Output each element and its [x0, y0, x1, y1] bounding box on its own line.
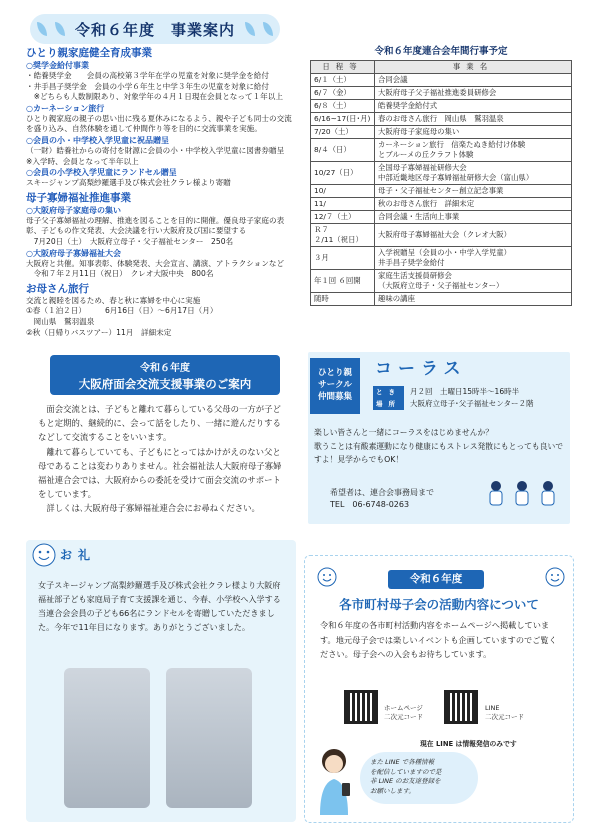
- subsection-title: ○会員の小学校入学児童にランドセル贈呈: [26, 168, 177, 178]
- exchange-support-banner: [50, 355, 280, 395]
- schedule-event: 合同会議・生活向上事業: [375, 211, 572, 224]
- subsection-title: ○大阪府母子家庭母の集い: [26, 205, 121, 215]
- schedule-date: 随時: [311, 293, 375, 306]
- schedule-event: 皓養奨学金給付式: [375, 100, 572, 113]
- leaf-icon: [245, 22, 255, 36]
- schedule-date: ３月: [311, 247, 375, 270]
- thanks-title: お礼: [60, 548, 97, 562]
- smile-icon: [545, 567, 565, 587]
- banner-year: 令和６年度: [140, 363, 190, 374]
- schedule-date: 7/20（土）: [311, 126, 375, 139]
- schedule-event: 大阪府母子家庭母の集い: [375, 126, 572, 139]
- schedule-date: 10/27（日）: [311, 162, 375, 185]
- schedule-date: 10/: [311, 185, 375, 198]
- schedule-event: 母子・父子福祉センター創立記念事業: [375, 185, 572, 198]
- smile-icon: [32, 543, 56, 567]
- table-row: [311, 162, 572, 185]
- schedule-date: 11/: [311, 198, 375, 211]
- section-title: ひとり親家庭健全育成事業: [26, 47, 152, 59]
- leaf-icon: [37, 22, 47, 36]
- woman-with-phone-icon: [312, 745, 358, 815]
- subsection-title: ○大阪府母子寡婦福祉大会: [26, 248, 121, 258]
- table-row: [311, 139, 572, 162]
- schedule-date: 6/１（土）: [311, 74, 375, 87]
- table-row: [311, 247, 572, 270]
- thanks-text: 女子スキージャンプ高梨紗羅選手及び株式会社クラレ様より大阪府福祉部子ども家庭局子育て支援課を通じ、今春、小学校へ入学する当連合会会員の子ども66名にランドセルを寄贈していただきました。今年で11年目になります。ありがとうございました。: [38, 580, 281, 632]
- leaf-icon: [55, 22, 65, 36]
- banner-title: 大阪府面会交流支援事業のご案内: [78, 377, 252, 391]
- schedule-date: Ｒ７ ２/11（祝日）: [311, 224, 375, 247]
- qr-label-homepage: ホームページ 二次元コード: [384, 704, 423, 721]
- page-title: 令和６年度 事業案内: [74, 20, 235, 39]
- smile-icon: [317, 567, 337, 587]
- table-row: [311, 87, 572, 100]
- table-row: [311, 293, 572, 306]
- chorus-where: 大阪府立母子･父子福祉センター２階: [410, 399, 534, 408]
- subsection-title: ○会員の小・中学校入学児童に祝品贈呈: [26, 135, 169, 145]
- when-tag: とき: [373, 386, 404, 398]
- table-row: [311, 211, 572, 224]
- section-title: 母子寡婦福祉推進事業: [26, 191, 131, 204]
- schedule-event: 春のお母さん旅行 岡山県 鷲羽温泉: [375, 113, 572, 126]
- line-speech-bubble: また LINE で各種情報 を配信していますので是 非 LINE のお友達登録を お願いします。: [360, 752, 478, 804]
- table-row: [311, 270, 572, 293]
- subsection-text: （一財）皓養社からの寄付を財源に会員の小・中学校入学児童に図書券贈呈 ※入学時、会員となって半年以上: [26, 145, 285, 166]
- schedule-date: 8/４（日）: [311, 139, 375, 162]
- schedule-date: 12/７（土）: [311, 211, 375, 224]
- singer-icon: [512, 480, 532, 508]
- chorus-text: 楽しい皆さんと一緒にコーラスをはじめませんか？ 歌うことは有酸素運動になり健康にもストレス発散にもとっても良いですよ！見学からでもOK！: [314, 428, 564, 464]
- subsection-text: ・皓養奨学金 会員の高校第３学年在学の児童を対象に奨学金を給付 ・井手昌子奨学金 会員の小学６年生と中学３年生の児童を対象に給付 ※どちらも人数制限あり、対象学年の４月１日現在会員となって１年以上: [26, 71, 283, 102]
- page-header: [30, 14, 280, 44]
- chorus-info: [373, 386, 533, 410]
- subsection-text: 大阪府と共催。知事表彰、体験発表、大会宣言、講演、アトラクションなど 令和７年２月11日（祝日） クレオ大阪中央 800名: [26, 258, 285, 279]
- table-row: [311, 126, 572, 139]
- schedule-event: 入学祝贈呈（会員の小・中学入学児童） 井手昌子奨学金給付: [375, 247, 572, 270]
- subsection-text: 母子父子寡婦福祉の理解、推進を図ることを目的に開催。優良母子家庭の表彰、子どもの作文発表、大会決議を行い大阪府及び国に要望する 7月20日（土） 大阪府立母子・父子福祉センター 250名: [26, 215, 285, 246]
- qr-label-line: LINE 二次元コード: [485, 704, 524, 721]
- homepage-qr-code[interactable]: [344, 690, 378, 724]
- line-qr-code[interactable]: [444, 690, 478, 724]
- table-row: [311, 100, 572, 113]
- subsection-title: ○カーネーション旅行: [26, 103, 105, 113]
- schedule-event: 大阪府母子父子福祉推進委員研修会: [375, 87, 572, 100]
- chorus-contact: 希望者は、連合会事務局まで TEL 06-6748-0263: [330, 488, 434, 509]
- table-header-row: [311, 61, 572, 74]
- schedule-event: 趣味の講座: [375, 293, 572, 306]
- table-row: [311, 74, 572, 87]
- chorus-title: コーラス: [375, 359, 467, 379]
- subsection-text: ひとり親家庭の親子の思い出に残る夏休みになるよう、親や子ども同士の交流を盛り込み、自然体験を通して仲間作り等を目的に交流事業を実施。: [26, 113, 292, 134]
- line-note: 現在 LINE は情報発信のみです: [420, 740, 517, 748]
- photo-child-2: [166, 668, 252, 808]
- schedule-title: 令和６年度連合会年間行事予定: [374, 46, 508, 57]
- schedule-date: 年１回 ６回開: [311, 270, 375, 293]
- circle-badge: ひとり親 サークル 仲間募集: [310, 358, 360, 414]
- schedule-date: 6/７（金）: [311, 87, 375, 100]
- column-header-event: 事業名: [375, 61, 572, 74]
- schedule-table: [310, 60, 572, 306]
- activity-title: 各市町村母子会の活動内容について: [339, 597, 539, 612]
- singer-icon: [486, 480, 506, 508]
- business-guide: [26, 44, 292, 338]
- schedule-date: 6/８（土）: [311, 100, 375, 113]
- schedule-event: 秋のお母さん旅行 詳細未定: [375, 198, 572, 211]
- subsection-title: ○奨学金給付事業: [26, 61, 89, 70]
- leaf-icon: [263, 22, 273, 36]
- singer-icon: [538, 480, 558, 508]
- table-row: [311, 198, 572, 211]
- activity-badge: 令和６年度: [388, 570, 484, 589]
- subsection-text: スキージャンプ高梨紗羅選手及び株式会社クラレ様より寄贈: [26, 178, 231, 188]
- photo-child-1: [64, 668, 150, 808]
- exchange-support-text: 面会交流とは、子どもと離れて暮らしている父母の一方が子どもと定期的、継続的に、会って話をしたり、一緒に遊んだりするなどして交流することをいいます。 離れて暮らしていても、子どもにとってはかけがえのない父と母であることは変わりありません。社会福祉法人大阪府母子寡婦福祉連合会では、大阪府からの委託を受けて面会交流のサポートをしています。 詳しくは､大阪府母子寡婦福祉連合会にお尋ねください。: [38, 404, 282, 514]
- schedule-event: カーネーション旅行 信楽たぬき給付け体験 とブルーメの丘クラフト体験: [375, 139, 572, 162]
- table-row: [311, 185, 572, 198]
- section-title: お母さん旅行: [26, 282, 89, 295]
- schedule-event: 大阪府母子寡婦福祉大会（クレオ大阪）: [375, 224, 572, 247]
- schedule-event: 合同会議: [375, 74, 572, 87]
- schedule-event: 家庭生活支援員研修会 （大阪府立母子・父子福祉センター）: [375, 270, 572, 293]
- table-row: [311, 113, 572, 126]
- activity-text: 令和６年度の各市町村活動内容をホームページへ掲載しています。地元母子会では楽しいイベントも企画していますのでご覧ください。母子会への入会もお待ちしています。: [320, 620, 557, 660]
- column-header-date: 日程等: [311, 61, 375, 74]
- chorus-when: 月２回 土曜日15時半～16時半: [410, 387, 520, 396]
- schedule-event: 全国母子寡婦福祉研修大会 中部近畿地区母子寡婦福祉研修大会（富山県）: [375, 162, 572, 185]
- table-row: [311, 224, 572, 247]
- schedule-date: 6/16~17(日･月): [311, 113, 375, 126]
- subsection-text: 交流と親睦を図るため、春と秋に寡婦を中心に実施 ①春（１泊２日） 6月16日（日）～6月17日（月） 岡山県 鷲羽温泉 ②秋（日帰りバスツアー）11月 詳細未定: [26, 295, 218, 337]
- where-tag: 場所: [373, 398, 404, 410]
